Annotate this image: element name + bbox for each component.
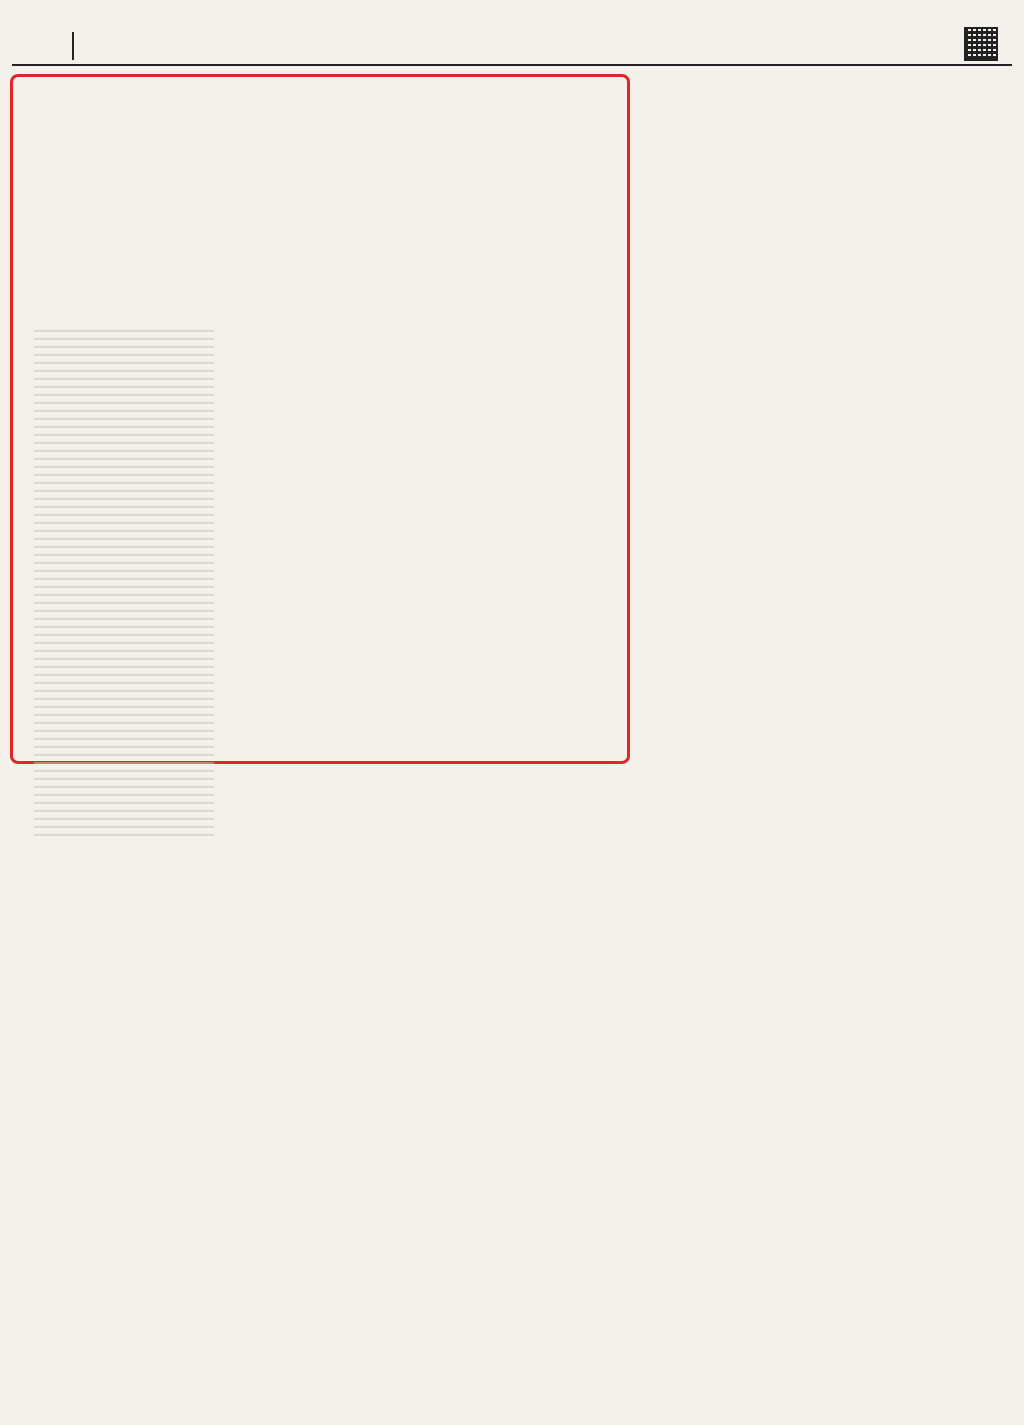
article-1-lead [34,226,214,274]
masthead-rule [12,64,1012,66]
article-1-col1-filler [34,330,214,840]
qr-code-icon [964,27,998,61]
masthead [12,2,1012,62]
page-number-divider [72,32,74,60]
